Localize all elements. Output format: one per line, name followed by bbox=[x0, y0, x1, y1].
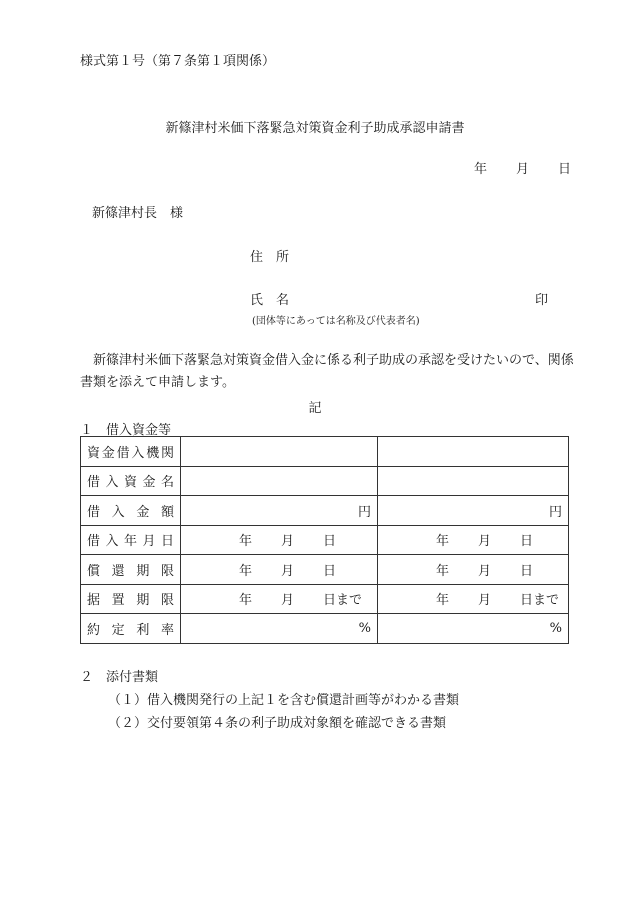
label-char: 期 bbox=[136, 593, 150, 609]
day-label: 日まで bbox=[323, 593, 363, 609]
label-char: 据 bbox=[87, 593, 101, 609]
label-char: 借 bbox=[87, 534, 101, 550]
label-char: 還 bbox=[111, 563, 125, 579]
label-char: 金 bbox=[136, 504, 150, 520]
year-label: 年 bbox=[239, 593, 253, 609]
value-cell[interactable] bbox=[181, 614, 378, 644]
label-char: 入 bbox=[105, 534, 119, 550]
unit-label: % bbox=[358, 620, 371, 636]
label-char: 期 bbox=[136, 563, 150, 579]
label-char: 月 bbox=[142, 534, 156, 550]
table-row bbox=[81, 496, 569, 526]
day-label: 日 bbox=[323, 534, 337, 550]
value-cell[interactable] bbox=[378, 496, 569, 526]
label-char: 借 bbox=[116, 445, 130, 461]
row-label bbox=[81, 466, 181, 496]
attachment-1: （１）借入機関発行の上記１を含む償還計画等がわかる書類 bbox=[108, 693, 460, 708]
year-label: 年 bbox=[436, 563, 450, 579]
label-char: 利 bbox=[136, 622, 150, 638]
value-cell[interactable] bbox=[378, 466, 569, 496]
unit-label: 円 bbox=[548, 504, 562, 520]
name-label: 氏 名 bbox=[250, 293, 290, 308]
table-row bbox=[81, 466, 569, 496]
document-title: 新篠津村米価下落緊急対策資金利子助成承認申請書 bbox=[165, 121, 465, 136]
day-label: 日 bbox=[323, 563, 337, 579]
month-label: 月 bbox=[478, 563, 492, 579]
label-char: 機 bbox=[146, 445, 160, 461]
label-char: 償 bbox=[87, 563, 101, 579]
label-char: 借 bbox=[87, 504, 101, 520]
unit-label: 円 bbox=[357, 504, 371, 520]
month-label: 月 bbox=[281, 534, 295, 550]
day-label: 日 bbox=[520, 534, 534, 550]
form-number: 様式第１号（第７条第１項関係） bbox=[80, 54, 276, 69]
row-label bbox=[81, 437, 181, 467]
attachment-2: （２）交付要領第４条の利子助成対象額を確認できる書類 bbox=[108, 716, 447, 731]
value-cell[interactable] bbox=[378, 584, 569, 614]
label-char: 日 bbox=[160, 534, 174, 550]
row-label bbox=[81, 496, 181, 526]
loan-table bbox=[80, 436, 569, 644]
ki-heading: 記 bbox=[308, 401, 322, 416]
label-char: 額 bbox=[160, 504, 174, 520]
label-char: 置 bbox=[111, 593, 125, 609]
year-label: 年 bbox=[239, 563, 253, 579]
table-row bbox=[81, 584, 569, 614]
name-note: (団体等にあっては名称及び代表者名) bbox=[252, 316, 420, 327]
label-char: 入 bbox=[111, 504, 125, 520]
label-char: 金 bbox=[142, 475, 156, 491]
value-cell[interactable] bbox=[181, 555, 378, 585]
date-year: 年 bbox=[474, 162, 488, 177]
month-label: 月 bbox=[478, 534, 492, 550]
table-row bbox=[81, 614, 569, 644]
value-cell[interactable] bbox=[378, 525, 569, 555]
label-char: 入 bbox=[131, 445, 145, 461]
label-char: 限 bbox=[160, 563, 174, 579]
label-char: 資 bbox=[123, 475, 137, 491]
label-char: 資 bbox=[87, 445, 101, 461]
table-row bbox=[81, 437, 569, 467]
label-char: 年 bbox=[123, 534, 137, 550]
label-char: 率 bbox=[160, 622, 174, 638]
year-label: 年 bbox=[239, 534, 253, 550]
table-row bbox=[81, 555, 569, 585]
label-char: 定 bbox=[111, 622, 125, 638]
value-cell[interactable] bbox=[378, 614, 569, 644]
application-date bbox=[474, 158, 571, 177]
month-label: 月 bbox=[281, 563, 295, 579]
label-char: 金 bbox=[101, 445, 115, 461]
value-cell[interactable] bbox=[181, 437, 378, 467]
address-label: 住 所 bbox=[250, 250, 290, 265]
row-label bbox=[81, 555, 181, 585]
value-cell[interactable] bbox=[378, 437, 569, 467]
section-2-heading: ２ 添付書類 bbox=[80, 670, 159, 685]
year-label: 年 bbox=[436, 593, 450, 609]
request-text: 新篠津村米価下落緊急対策資金借入金に係る利子助成の承認を受けたいので、関係書類を添えて申請します。 bbox=[80, 353, 574, 390]
value-cell[interactable] bbox=[378, 555, 569, 585]
label-char: 約 bbox=[87, 622, 101, 638]
label-char: 名 bbox=[160, 475, 174, 491]
seal-mark: 印 bbox=[535, 293, 549, 308]
day-label: 日まで bbox=[520, 593, 560, 609]
value-cell[interactable] bbox=[181, 496, 378, 526]
section-1-heading: １ 借入資金等 bbox=[80, 423, 172, 438]
table-row bbox=[81, 525, 569, 555]
row-label bbox=[81, 614, 181, 644]
row-label bbox=[81, 584, 181, 614]
year-label: 年 bbox=[436, 534, 450, 550]
date-month: 月 bbox=[516, 162, 530, 177]
label-char: 入 bbox=[105, 475, 119, 491]
value-cell[interactable] bbox=[181, 525, 378, 555]
row-label bbox=[81, 525, 181, 555]
day-label: 日 bbox=[520, 563, 534, 579]
unit-label: % bbox=[549, 620, 562, 636]
addressee: 新篠津村長 様 bbox=[92, 206, 184, 221]
month-label: 月 bbox=[478, 593, 492, 609]
label-char: 限 bbox=[160, 593, 174, 609]
value-cell[interactable] bbox=[181, 584, 378, 614]
date-day: 日 bbox=[558, 162, 572, 177]
month-label: 月 bbox=[281, 593, 295, 609]
label-char: 借 bbox=[87, 475, 101, 491]
label-char: 関 bbox=[160, 445, 174, 461]
value-cell[interactable] bbox=[181, 466, 378, 496]
